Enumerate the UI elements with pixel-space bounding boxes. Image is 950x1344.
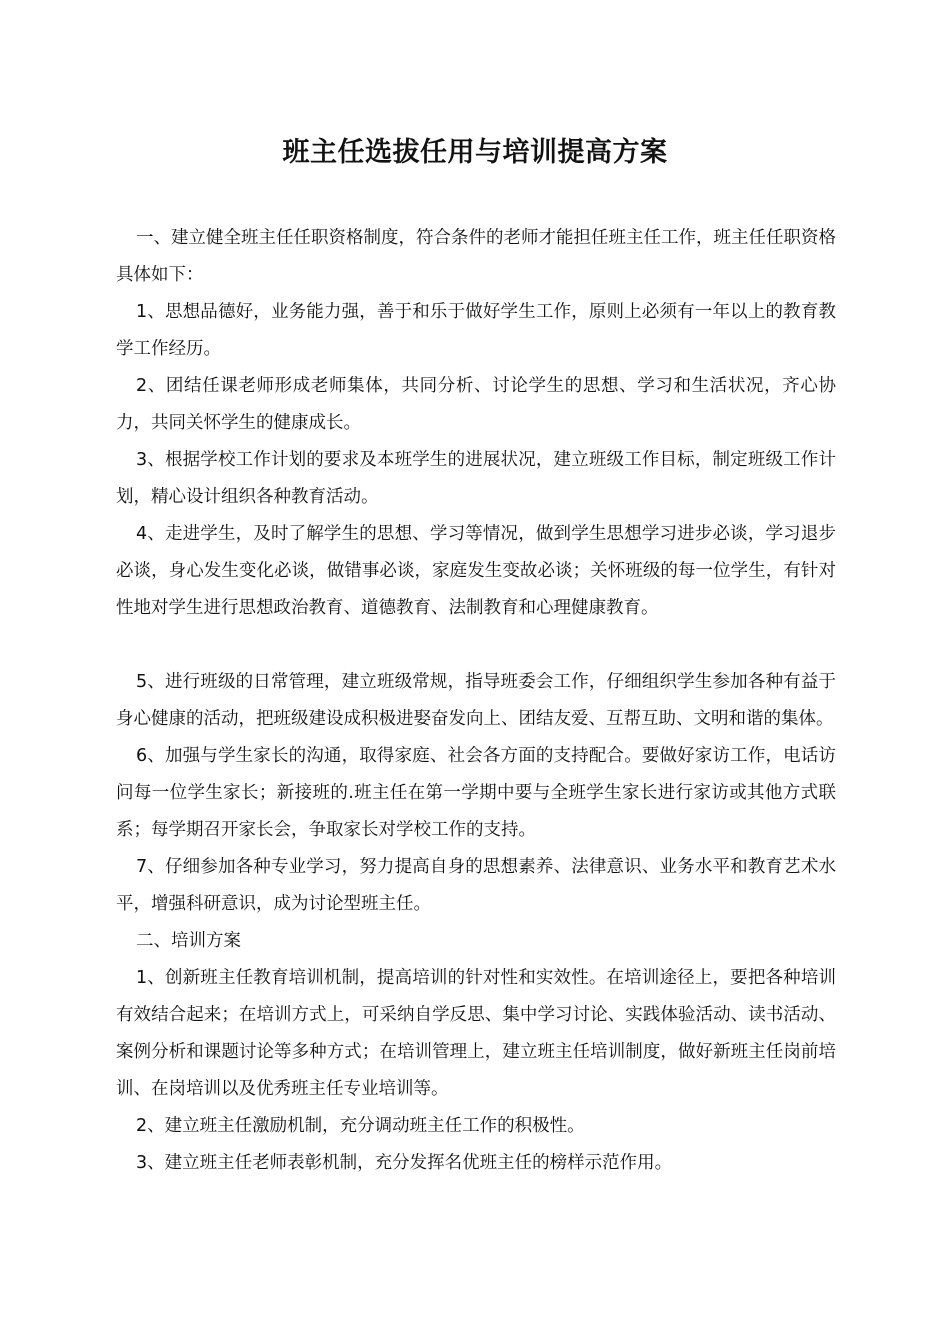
training-3-paragraph: 3、建立班主任老师表彰机制，充分发挥名优班主任的榜样示范作用。 [136,1153,673,1173]
document-title: 班主任选拔任用与培训提高方案 [282,137,668,168]
training-2-paragraph: 2、建立班主任激励机制，充分调动班主任工作的积极性。 [136,1116,585,1136]
paragraph-gap [116,627,836,664]
section-2-heading: 二、培训方案 [136,931,241,951]
requirement-3-paragraph: 3、根据学校工作计划的要求及本班学生的进展状况，建立班级工作目标，制定班级工作计划，精心设计组织各种教育活动。 [116,450,836,507]
document-body [116,220,836,1182]
section-1-heading-paragraph: 一、建立健全班主任任职资格制度，符合条件的老师才能担任班主任工作，班主任任职资格具体如下： [116,228,836,285]
training-1-paragraph: 1、创新班主任教育培训机制，提高培训的针对性和实效性。在培训途径上，要把各种培训有效结合起来；在培训方式上，可采纳自学反思、集中学习讨论、实践体验活动、读书活动、案例分析和课题讨论等多种方式；在培训管理上，建立班主任培训制度，做好新班主任岗前培训、在岗培训以及优秀班主任专业培训等。 [116,968,836,1099]
requirement-1-paragraph: 1、思想品德好，业务能力强，善于和乐于做好学生工作，原则上必须有一年以上的教育教学工作经历。 [116,302,836,359]
requirement-7-paragraph: 7、仔细参加各种专业学习，努力提高自身的思想素养、法律意识、业务水平和教育艺术水平，增强科研意识，成为讨论型班主任。 [116,857,836,914]
requirement-2-paragraph: 2、团结任课老师形成老师集体，共同分析、讨论学生的思想、学习和生活状况，齐心协力，共同关怀学生的健康成长。 [116,376,836,433]
requirement-6-paragraph: 6、加强与学生家长的沟通，取得家庭、社会各方面的支持配合。要做好家访工作，电话访问每一位学生家长；新接班的.班主任在第一学期中要与全班学生家长进行家访或其他方式联系；每学期召开家长会，争取家长对学校工作的支持。 [116,746,836,840]
requirement-5-paragraph: 5、进行班级的日常管理，建立班级常规，指导班委会工作，仔细组织学生参加各种有益于身心健康的活动，把班级建设成积极进娶奋发向上、团结友爱、互帮互助、文明和谐的集体。 [116,672,836,729]
requirement-4-paragraph: 4、走进学生，及时了解学生的思想、学习等情况，做到学生思想学习进步必谈，学习退步必谈，身心发生变化必谈，做错事必谈，家庭发生变故必谈；关怀班级的每一位学生，有针对性地对学生进行思想政治教育、道德教育、法制教育和心理健康教育。 [116,524,836,618]
